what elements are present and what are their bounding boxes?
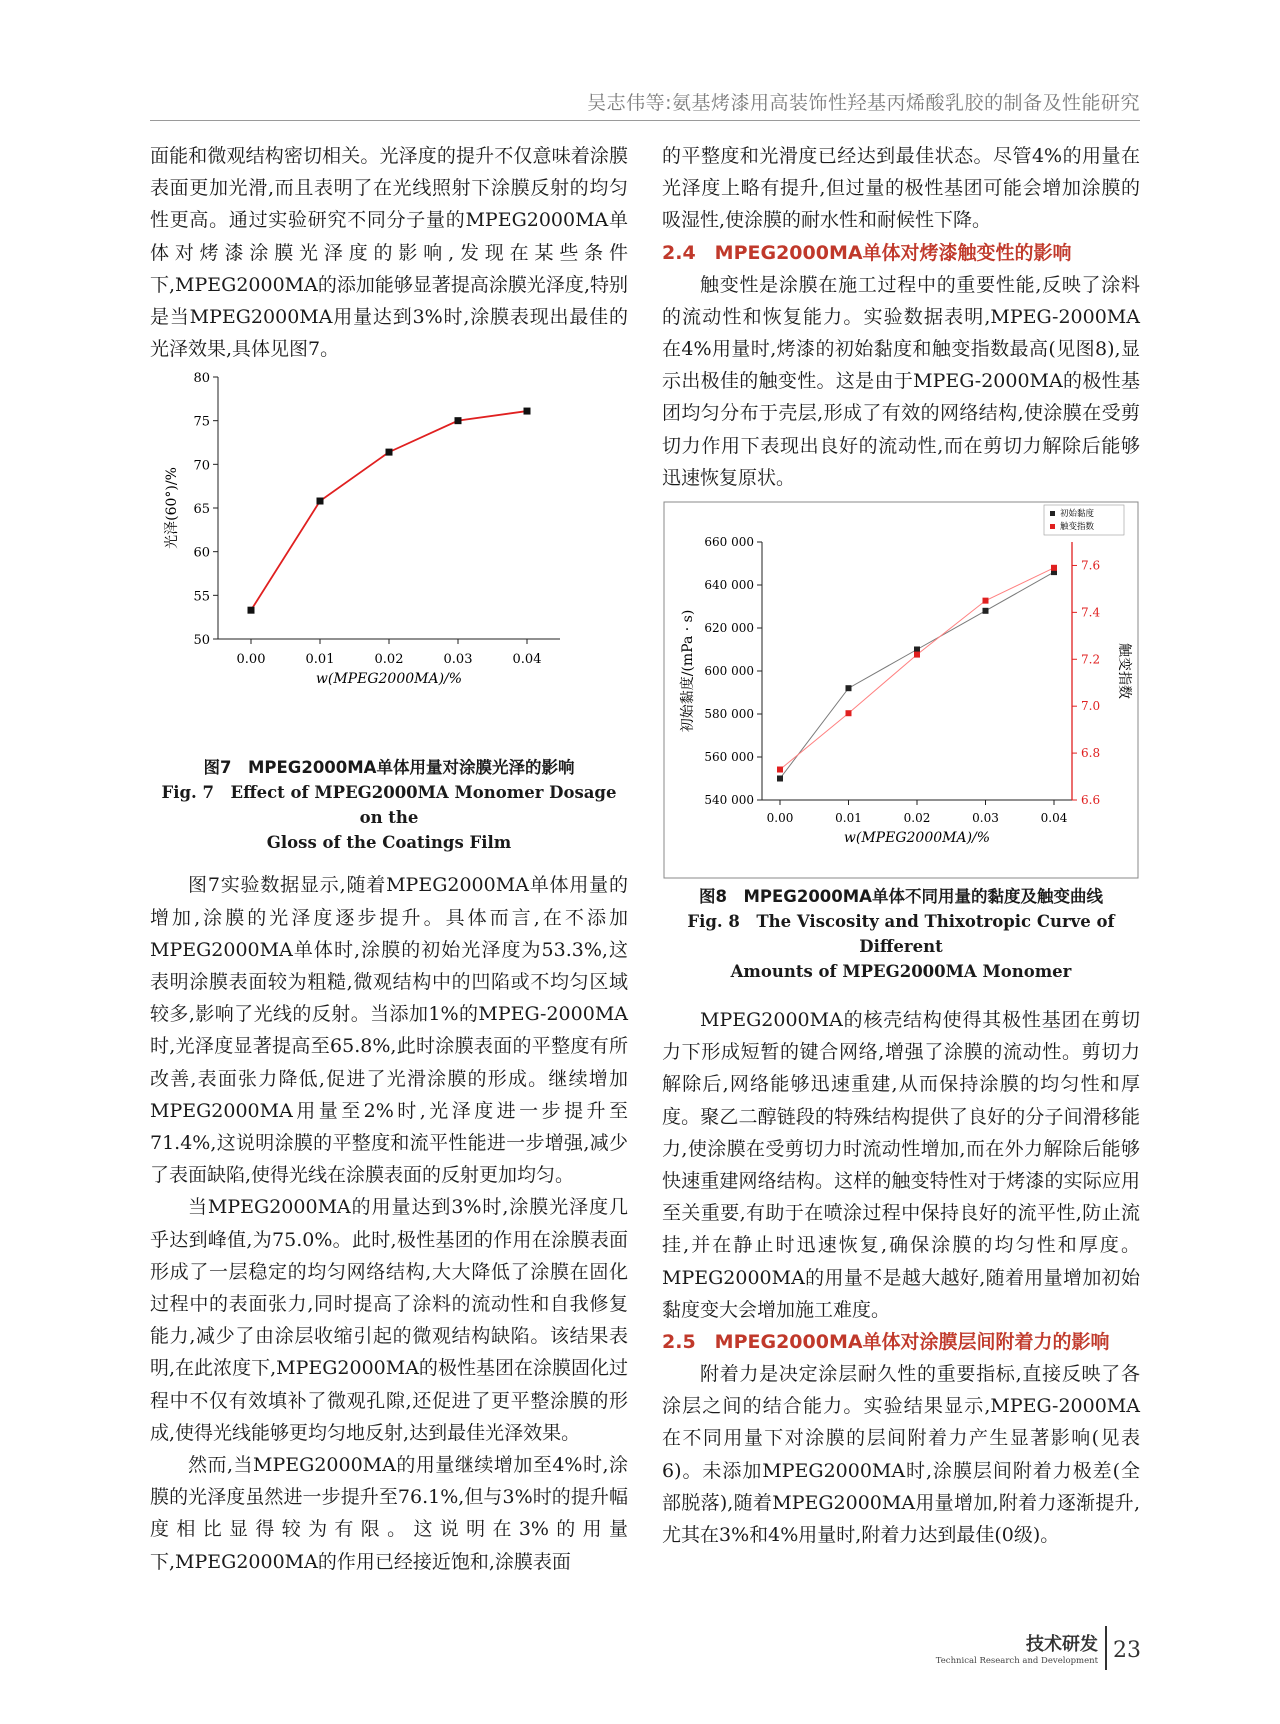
data-point bbox=[983, 608, 989, 614]
y-tick-label-right: 7.4 bbox=[1081, 605, 1101, 620]
y-tick-label: 560 000 bbox=[704, 750, 754, 765]
data-point bbox=[317, 498, 324, 505]
footer-section-zh: 技术研发 bbox=[1026, 1634, 1098, 1655]
y-tick-label: 580 000 bbox=[704, 707, 754, 722]
section-heading-2-4: 2.4 MPEG2000MA单体对烤漆触变性的影响 bbox=[662, 241, 1072, 264]
footer-divider bbox=[1105, 1626, 1107, 1670]
series-line bbox=[780, 568, 1054, 770]
figure-7 bbox=[150, 365, 628, 755]
data-point bbox=[777, 776, 783, 782]
section-heading-2-5: 2.5 MPEG2000MA单体对涂膜层间附着力的影响 bbox=[662, 1331, 1110, 1354]
x-tick-label: 0.03 bbox=[972, 811, 999, 826]
left-column bbox=[150, 140, 628, 1578]
data-point bbox=[914, 652, 920, 658]
paragraph: 面能和微观结构密切相关。光泽度的提升不仅意味着涂膜表面更加光滑,而且表明了在光线照射下涂膜反射的均匀性更高。通过实验研究不同分子量的MPEG2000MA单体对烤漆涂膜光泽度的影响,发现在某些条件下,MPEG2000MA的添加能够显著提高涂膜光泽度,特别是当MPEG2000MA用量达到3%时,涂膜表现出最佳的光泽效果,具体见图7。 bbox=[150, 145, 628, 361]
legend-label: 触变指数 bbox=[1060, 522, 1095, 533]
right-column bbox=[662, 140, 1140, 1551]
caption-en: Amounts of MPEG2000MA Monomer bbox=[730, 962, 1072, 982]
footer-section-en: Technical Research and Development bbox=[935, 1656, 1098, 1666]
legend-marker bbox=[1050, 524, 1055, 529]
y-tick-label-right: 7.6 bbox=[1081, 558, 1101, 573]
page-number: 23 bbox=[1113, 1638, 1141, 1663]
y-tick-label: 50 bbox=[193, 633, 210, 649]
y-tick-label: 60 bbox=[193, 546, 210, 562]
data-point bbox=[386, 449, 393, 456]
figure-8 bbox=[662, 500, 1140, 880]
legend-marker bbox=[1050, 511, 1055, 516]
y-tick-label-right: 6.6 bbox=[1081, 793, 1101, 808]
paragraph: 当MPEG2000MA的用量达到3%时,涂膜光泽度几乎达到峰值,为75.0%。此时,极性基团的作用在涂膜表面形成了一层稳定的均匀网络结构,大大降低了涂膜在固化过程中的表面张力,同时提高了涂料的流动性和自我修复能力,减少了由涂层收缩引起的微观结构缺陷。该结果表明,在此浓度下,MPEG2000MA的极性基团在涂膜固化过程中不仅有效填补了微观孔隙,还促进了更平整涂膜的形成,使得光线能够更均匀地反射,达到最佳光泽效果。 bbox=[150, 1196, 628, 1444]
caption-en: Gloss of the Coatings Film bbox=[266, 833, 512, 853]
y-tick-label-right: 6.8 bbox=[1081, 746, 1101, 761]
y-tick-label: 620 000 bbox=[704, 621, 754, 636]
y-tick-label: 55 bbox=[193, 589, 210, 605]
paragraph: MPEG2000MA的核壳结构使得其极性基团在剪切力下形成短暂的键合网络,增强了涂膜的流动性。剪切力解除后,网络能够迅速重建,从而保持涂膜的均匀性和厚度。聚乙二醇链段的特殊结构提供了良好的分子间滑移能力,使涂膜在受剪切力时流动性增加,而在外力解除后能够快速重建网络结构。这样的触变特性对于烤漆的实际应用至关重要,有助于在喷涂过程中保持良好的流平性,防止流挂,并在静止时迅速恢复,确保涂膜的均匀性和厚度。MPEG2000MA的用量不是越大越好,随着用量增加初始黏度变大会增加施工难度。 bbox=[662, 1009, 1140, 1321]
caption-zh: 图8 MPEG2000MA单体不同用量的黏度及触变曲线 bbox=[699, 887, 1103, 907]
x-tick-label: 0.03 bbox=[443, 652, 473, 668]
x-tick-label: 0.02 bbox=[374, 652, 404, 668]
x-tick-label: 0.02 bbox=[903, 811, 931, 826]
x-tick-label: 0.00 bbox=[236, 652, 266, 668]
caption-zh: 图7 MPEG2000MA单体用量对涂膜光泽的影响 bbox=[203, 758, 575, 778]
y-axis-label-right: 触变指数 bbox=[1116, 643, 1132, 700]
data-point bbox=[983, 598, 989, 604]
y-axis-label: 初始黏度/(mPa · s) bbox=[680, 609, 696, 733]
series-line bbox=[780, 572, 1054, 778]
y-tick-label-right: 7.0 bbox=[1081, 699, 1101, 714]
y-tick-label: 600 000 bbox=[704, 664, 754, 679]
figure-7-caption bbox=[150, 755, 628, 855]
paragraph: 附着力是决定涂层耐久性的重要指标,直接反映了各涂层之间的结合能力。实验结果显示,MPEG-2000MA在不同用量下对涂膜的层间附着力产生显著影响(见表6)。未添加MPEG2000MA时,涂膜层间附着力极差(全部脱落),随着MPEG2000MA用量增加,附着力逐渐提升,尤其在3%和4%用量时,附着力达到最佳(0级)。 bbox=[662, 1363, 1140, 1547]
data-point bbox=[777, 767, 783, 773]
x-tick-label: 0.00 bbox=[766, 811, 794, 826]
data-point bbox=[846, 685, 852, 691]
y-tick-label: 70 bbox=[193, 458, 210, 474]
y-axis-label: 光泽(60°)/% bbox=[164, 467, 180, 550]
viscosity-thixotropy-chart bbox=[662, 500, 1140, 880]
running-header: 吴志伟等:氨基烤漆用高装饰性羟基丙烯酸乳胶的制备及性能研究 bbox=[587, 92, 1140, 114]
series-line bbox=[251, 411, 527, 610]
caption-en: Fig. 7 Effect of MPEG2000MA Monomer Dosage on the bbox=[161, 783, 617, 828]
data-point bbox=[1051, 565, 1057, 571]
x-tick-label: 0.04 bbox=[1040, 811, 1068, 826]
x-tick-label: 0.04 bbox=[512, 652, 542, 668]
paragraph: 触变性是涂膜在施工过程中的重要性能,反映了涂料的流动性和恢复能力。实验数据表明,MPEG-2000MA在4%用量时,烤漆的初始黏度和触变指数最高(见图8),显示出极佳的触变性。这是由于MPEG-2000MA的极性基团均匀分布于壳层,形成了有效的网络结构,使涂膜在受剪切力作用下表现出良好的流动性,而在剪切力解除后能够迅速恢复原状。 bbox=[662, 273, 1140, 489]
data-point bbox=[524, 408, 531, 415]
legend-label: 初始黏度 bbox=[1060, 509, 1095, 520]
paragraph: 图7实验数据显示,随着MPEG2000MA单体用量的增加,涂膜的光泽度逐步提升。具体而言,在不添加MPEG2000MA单体时,涂膜的初始光泽度为53.3%,这表明涂膜表面较为粗糙,微观结构中的凹陷或不均匀区域较多,影响了光线的反射。当添加1%的MPEG-2000MA时,光泽度显著提高至65.8%,此时涂膜表面的平整度有所改善,表面张力降低,促进了光滑涂膜的形成。继续增加MPEG2000MA用量至2%时,光泽度进一步提升至71.4%,这说明涂膜的平整度和流平性能进一步增强,减少了表面缺陷,使得光线在涂膜表面的反射更加均匀。 bbox=[150, 874, 628, 1187]
x-axis-label: w(MPEG2000MA)/% bbox=[315, 671, 463, 688]
paragraph: 的平整度和光滑度已经达到最佳状态。尽管4%的用量在光泽度上略有提升,但过量的极性基团可能会增加涂膜的吸湿性,使涂膜的耐水性和耐候性下降。 bbox=[662, 145, 1140, 232]
figure-8-caption bbox=[662, 884, 1140, 984]
x-tick-label: 0.01 bbox=[835, 811, 862, 826]
y-tick-label: 660 000 bbox=[704, 535, 754, 550]
y-tick-label: 640 000 bbox=[704, 578, 754, 593]
y-tick-label-right: 7.2 bbox=[1081, 652, 1101, 667]
data-point bbox=[248, 607, 255, 614]
paragraph: 然而,当MPEG2000MA的用量继续增加至4%时,涂膜的光泽度虽然进一步提升至76.1%,但与3%时的提升幅度相比显得较为有限。这说明在3%的用量下,MPEG2000MA的作用已经接近饱和,涂膜表面 bbox=[150, 1454, 628, 1573]
gloss-chart bbox=[150, 365, 628, 755]
y-tick-label: 65 bbox=[193, 502, 210, 518]
caption-en: Fig. 8 The Viscosity and Thixotropic Curve of Different bbox=[687, 912, 1115, 957]
x-tick-label: 0.01 bbox=[305, 652, 335, 668]
y-tick-label: 80 bbox=[193, 371, 210, 387]
header-rule bbox=[150, 120, 1140, 121]
y-tick-label: 75 bbox=[193, 415, 210, 431]
x-axis-label: w(MPEG2000MA)/% bbox=[843, 830, 991, 847]
y-tick-label: 540 000 bbox=[704, 793, 754, 808]
data-point bbox=[455, 418, 462, 425]
data-point bbox=[846, 710, 852, 716]
